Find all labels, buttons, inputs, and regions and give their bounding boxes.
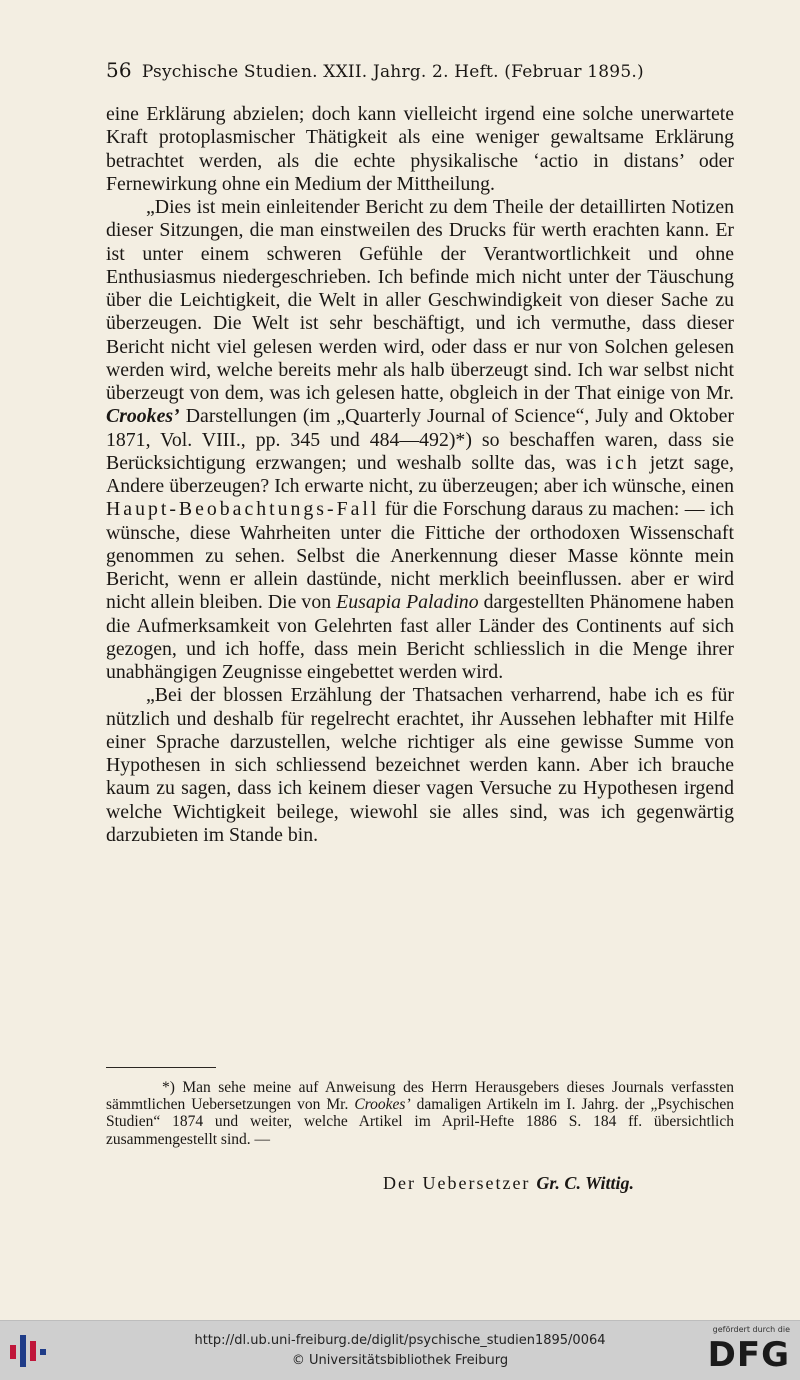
running-header xyxy=(106,58,700,82)
footnote-name-crookes: Crookes’ xyxy=(354,1096,411,1114)
paragraph-2-part-c: jetzt sage, Andere überzeugen? Ich erwarte nicht, zu überzeugen; aber ich wünsche, einen xyxy=(106,451,734,497)
name-crookes: Crookes’ xyxy=(106,405,180,428)
translator-label: Der Uebersetzer xyxy=(383,1173,531,1193)
viewer-footer xyxy=(0,1320,800,1380)
running-title: Psychische Studien. XXII. Jahrg. 2. Heft. (Februar 1895.) xyxy=(141,62,644,82)
emphasis-hauptfall: Haupt-Beobachtungs-Fall xyxy=(106,498,380,521)
footnote-part-b: damaligen Artikeln im I. Jahrg. der „Psychischen Studien“ 1874 und weiter, welche Artikel im April-Hefte 1886 S. 184 ff. übersichtlich zusammengestellt sind. — xyxy=(106,1096,735,1148)
paragraph-2-part-a: „Dies ist mein einleitender Bericht zu dem Theile der detaillirten Notizen dieser Sitzungen, die man einstweilen des Drucks für werth erachten kann. Er ist unter einem schweren Gefühle der Verantwortlichkeit und ohne Enthusiasmus niedergeschrieben. Ich befinde mich nicht unter der Täuschung über die Leichtigkeit, die Welt in aller Geschwindigkeit von dieser Sache zu überzeugen. Die Welt ist sehr beschäftigt, und ich vermuthe, dass dieser Bericht nicht viel gelesen werden wird, oder dass er nur von Solchen gelesen werden wird, welche bereits mehr als halb überzeugt sind. Ich war selbst nicht überzeugt von dem, was ich gelesen hatte, obgleich in der That einige von Mr. xyxy=(106,196,734,404)
translator-signature xyxy=(383,1173,723,1194)
funder-note: gefördert durch die xyxy=(712,1325,790,1334)
paragraph-3: „Bei der blossen Erzählung der Thatsachen verharrend, habe ich es für nützlich und deshalb für regelrecht erachtet, ihr Aussehen lebhafter mit Hilfe einer Sprache darzustellen, welche richtiger als eine gewisse Summe von Hypothesen in sich schliessend bezeichnet werden kann. Aber ich brauche kaum zu sagen, dass ich keinem dieser vagen Versuche zu Hypothesen irgend welche Wichtigkeit beilege, wiewohl sie alles sind, was ich gegenwärtig darzubieten im Stande bin. xyxy=(106,684,734,846)
emphasis-ich: ich xyxy=(606,451,640,474)
footnote-divider xyxy=(106,1067,216,1068)
page-number: 56 xyxy=(106,58,132,82)
paragraph-2-part-b: Darstellungen (im „Quarterly Journal of Science“, July and Oktober 1871, Vol. VIII., pp. 345 und 484—492)*) so beschaffen waren, dass sie Berücksichtigung erzwangen; und weshalb sollte das, was xyxy=(106,405,734,474)
paragraph-2-part-d: für die Forschung daraus zu machen: — ich wünsche, diese Wahrheiten unter die Fittiche der orthodoxen Wissenschaft genommen zu sehen. Selbst die Anerkennung dieser Masse könnte mein Bericht, wenn er allein dastünde, nicht merklich beeinflussen. aber er wird nicht allein bleiben. Die von xyxy=(106,498,734,614)
name-eusapia: Eusapia Paladino xyxy=(336,591,479,614)
paragraph-2-part-e: dargestellten Phänomene haben die Aufmerksamkeit von Gelehrten fast aller Länder des Continents auf sich gezogen, und ich hoffe, dass mein Bericht schliesslich in die Menge ihrer unabhängigen Zeugnisse eingebettet werden wird. xyxy=(106,591,734,683)
paragraph-2 xyxy=(106,196,734,684)
permalink-url[interactable]: http://dl.ub.uni-freiburg.de/diglit/psychische_studien1895/0064 xyxy=(194,1333,606,1348)
paragraph-1: eine Erklärung abzielen; doch kann vielleicht irgend eine solche unerwartete Kraft protoplasmischer Thätigkeit als eine weniger gewaltsame Erklärung betrachtet werden, als die echte physikalische ‘actio in distans’ oder Fernewirkung ohne ein Medium der Mittheilung. xyxy=(106,103,734,195)
dfg-logo: DFG xyxy=(707,1335,790,1375)
translator-name: Gr. C. Wittig. xyxy=(536,1173,634,1193)
body-text xyxy=(106,103,734,847)
footnote-part-a: *) Man sehe meine auf Anweisung des Herrn Herausgebers dieses Journals verfassten sämmtlichen Uebersetzungen von Mr. xyxy=(106,1079,734,1114)
footnote xyxy=(106,1079,734,1148)
copyright-notice: © Universitätsbibliothek Freiburg xyxy=(291,1353,509,1368)
